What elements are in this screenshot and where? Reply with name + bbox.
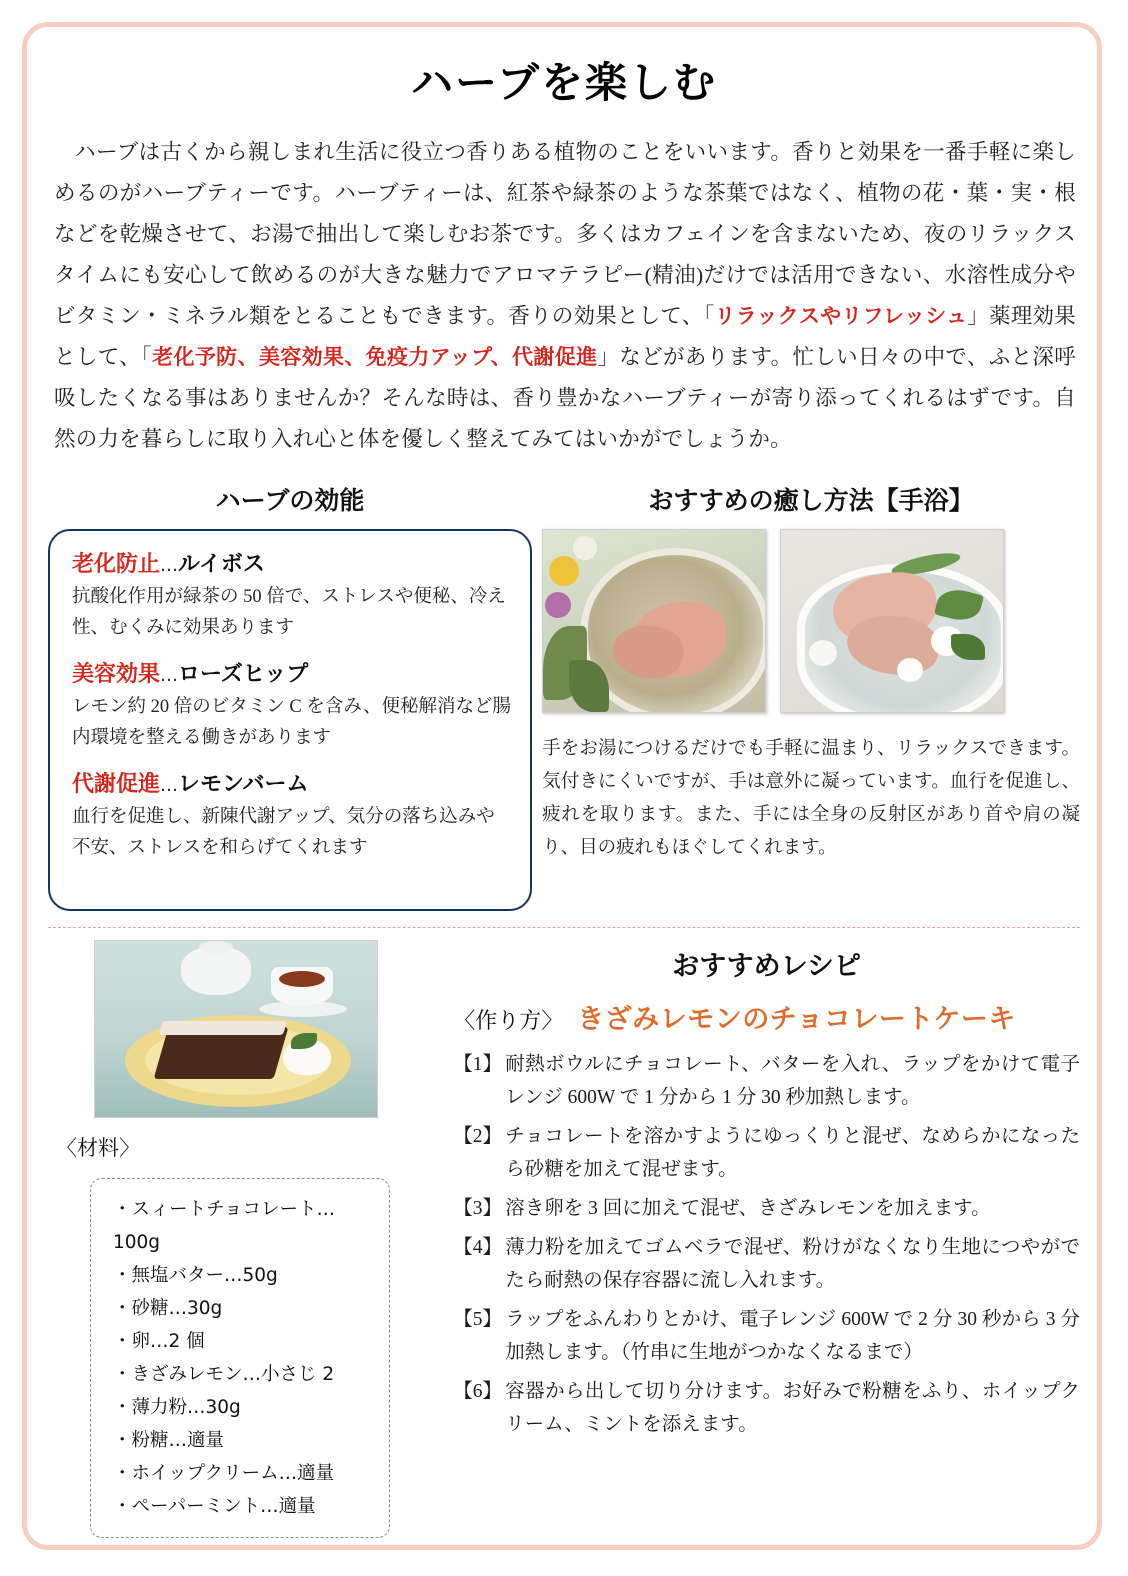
list-item: ・ 卵…2 個 [113, 1325, 379, 1358]
step-text: チョコレートを溶かすようにゆっくりと混ぜ、なめらかになったら砂糖を加えて混ぜます。 [505, 1126, 1080, 1180]
list-item: ・ ホイップクリーム…適量 [113, 1457, 379, 1490]
step-text: ラップをふんわりとかけ、電子レンジ 600W で 2 分 30 秒から 3 分加熱します。（竹串に生地がつかなくなるまで） [505, 1309, 1080, 1363]
page-title: ハーブを楽しむ [411, 58, 717, 107]
effect-benefit: 美容効果 [72, 662, 161, 687]
step-text: 溶き卵を 3 回に加えて混ぜ、きざみレモンを加えます。 [505, 1198, 991, 1219]
photo-hands-in-white-basin-with-herbs [780, 529, 1004, 713]
intro-paragraph [48, 132, 1080, 460]
herb-effects-column [48, 481, 532, 911]
healing-heading: おすすめの癒し方法【手浴】 [648, 486, 974, 515]
intro-highlight-1: リラックスやリフレッシュ [714, 303, 968, 328]
effect-dots: … [160, 665, 179, 686]
effect-title [72, 767, 512, 798]
list-item: ・ 粉糖…適量 [113, 1424, 379, 1457]
effect-description: レモン約 20 倍のビタミン C を含み、便秘解消など腸内環境を整える働きがあります [72, 697, 511, 748]
intro-text-part1: ハーブは古くから親しまれ生活に役立つ香りある植物のことをいいます。香りと効果を一番手軽に楽しめるのがハーブティーです。ハーブティーは、紅茶や緑茶のような茶葉ではなく、植物の花・葉・実・根などを乾燥させて、お湯で抽出して楽しむお茶です。多くはカフェインを含まないため、夜のリラックスタイムにも安心して飲めるのが大きな魅力でアロマテラピー(精油)だけでは活用できない、水溶性成分やビタミン・ミネラル類をとることもできます。香りの効果として、「 [54, 139, 1076, 328]
list-item: ・ 無塩バター…50g [113, 1259, 379, 1292]
intro-text-part3: 」などがあります。忙しい日々の中で、ふと深呼吸したくなる事はありませんか？そんな時は、香り豊かなハーブティーが寄り添ってくれるはずです。自然の力を暮らしに取り入れ心と体を優しく整えてみてはいかがでしょうか。 [54, 344, 1076, 451]
step-text: 薄力粉を加えてゴムベラで混ぜ、粉けがなくなり生地につやがでたら耐熱の保存容器に流し入れます。 [505, 1237, 1080, 1291]
hand-bath-column [542, 481, 1080, 911]
effect-item [72, 547, 512, 644]
list-item: ・ スィートチョコレート…100g [113, 1193, 379, 1259]
step-number: 【6】 [453, 1381, 502, 1402]
intro-text-part2: 」薬理効果として、「 [54, 303, 1076, 369]
effect-benefit: 老化防止 [72, 552, 161, 577]
effect-dots: … [160, 775, 179, 796]
effect-title [72, 547, 512, 578]
recipe-step [453, 1048, 1080, 1114]
list-item: ・ ペーパーミント…適量 [113, 1490, 379, 1523]
recipe-step [453, 1192, 1080, 1225]
list-item: ・ 砂糖…30g [113, 1292, 379, 1325]
recipe-step [453, 1231, 1080, 1297]
step-number: 【2】 [453, 1126, 502, 1147]
intro-highlight-2: 老化予防、美容効果、免疫力アップ、代謝促進 [152, 344, 598, 369]
effect-dots: … [160, 555, 179, 576]
recipe-heading: おすすめレシピ [672, 951, 861, 982]
hand-bath-photos [542, 529, 1080, 713]
flower-icon [545, 592, 571, 618]
recipe-step [453, 1303, 1080, 1369]
step-text: 耐熱ボウルにチョコレート、バターを入れ、ラップをかけて電子レンジ 600W で 1 分から 1 分 30 秒加熱します。 [505, 1054, 1080, 1108]
recipe-steps [453, 1048, 1080, 1441]
effect-item [72, 767, 512, 864]
step-number: 【3】 [453, 1198, 502, 1219]
list-item: ・ きざみレモン…小さじ 2 [113, 1358, 379, 1391]
cake-powdered-sugar-shape [159, 1021, 287, 1035]
ingredients-label: 〈材料〉 [56, 1136, 140, 1160]
effect-herb: ルイボス [178, 552, 265, 577]
teapot-lid-shape [199, 941, 233, 953]
effect-item [72, 657, 512, 754]
recipe-section [48, 940, 1080, 1554]
photo-hands-in-bowl-with-flowers [542, 529, 766, 713]
effect-description: 血行を促進し、新陳代謝アップ、気分の落ち込みや不安、ストレスを和らげてくれます [72, 807, 495, 858]
effect-benefit: 代謝促進 [72, 772, 161, 797]
flower-icon [549, 556, 579, 586]
dish-name: きざみレモンのチョコレートケーキ [577, 1004, 1016, 1035]
recipe-left-column [48, 940, 447, 1554]
effect-title [72, 657, 512, 688]
effect-herb: レモンバーム [178, 772, 309, 797]
step-text: 容器から出して切り分けます。お好みで粉糖をふり、ホイップクリーム、ミントを添えます。 [505, 1381, 1080, 1435]
recipe-name-row [453, 997, 1080, 1036]
step-number: 【4】 [453, 1237, 502, 1258]
photo-chocolate-cake-with-tea [94, 940, 378, 1118]
ingredients-list [90, 1178, 390, 1538]
recipe-right-column [447, 940, 1080, 1554]
flower-icon [809, 640, 837, 666]
howto-label: 〈作り方〉 [453, 1009, 564, 1034]
teapot-shape [181, 947, 251, 995]
effect-description: 抗酸化作用が緑茶の 50 倍で、ストレスや便秘、冷え性、むくみに効果あります [72, 587, 506, 638]
document-content [48, 44, 1080, 1534]
list-item: ・ 薄力粉…30g [113, 1391, 379, 1424]
recipe-step [453, 1375, 1080, 1441]
healing-caption: 手をお湯につけるだけでも手軽に温まり、リラックスできます。気付きにくいですが、手は意外に凝っています。血行を促進し、疲れを取ります。また、手には全身の反射区があり首や肩の凝り、目の疲れもほぐしてくれます。 [542, 739, 1080, 858]
recipe-step [453, 1120, 1080, 1186]
effects-heading: ハーブの効能 [215, 486, 365, 515]
middle-section [48, 481, 1080, 911]
step-number: 【5】 [453, 1309, 502, 1330]
effects-box [48, 529, 532, 911]
section-divider [48, 927, 1080, 928]
flower-icon [897, 658, 923, 682]
effect-herb: ローズヒップ [178, 662, 309, 687]
tea-liquid-shape [279, 971, 325, 987]
flower-icon [573, 536, 597, 560]
step-number: 【1】 [453, 1054, 502, 1075]
